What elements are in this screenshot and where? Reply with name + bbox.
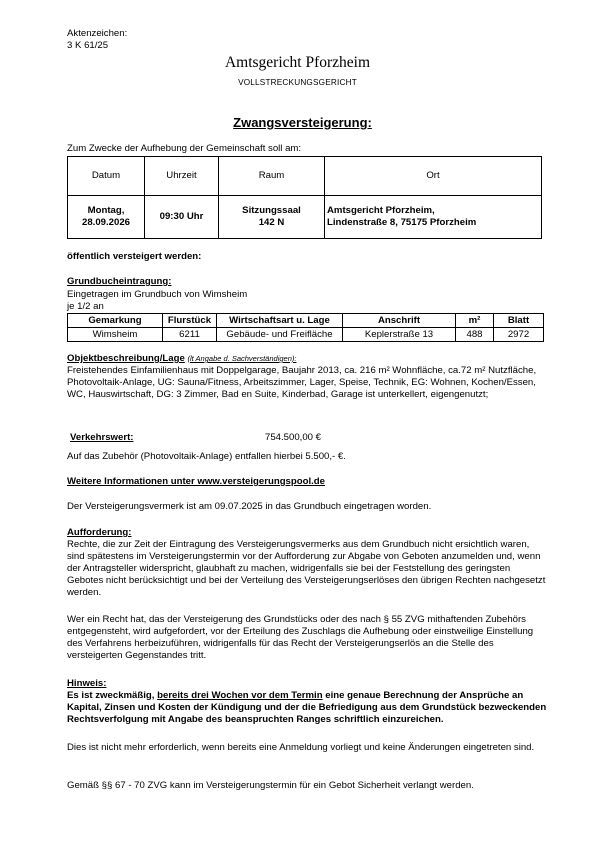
grundbuch-data-row (68, 328, 544, 342)
verkehrswert-value: 754.500,00 € (265, 432, 322, 443)
grundbuch-header-cell: Wirtschaftsart u. Lage (217, 314, 343, 328)
termin-ort-line: Amtsgericht Pforzheim, (327, 205, 435, 217)
court-subtitle: VOLLSTRECKUNGSGERICHT (238, 78, 357, 87)
grundbuch-cell: Wimsheim (68, 328, 163, 342)
grundbuch-table (67, 313, 544, 342)
termin-header-row (68, 157, 542, 196)
objekt-heading: Objektbeschreibung/Lage (67, 353, 185, 364)
termin-table (67, 156, 542, 239)
termin-value-row (68, 196, 542, 239)
grundbuch-line: Eingetragen im Grundbuch von Wimsheim (67, 289, 248, 300)
verkehrswert-label: Verkehrswert: (70, 432, 134, 443)
objekt-description: Freistehendes Einfamilienhaus mit Doppelgarage, Baujahr 2013, ca. 216 m² Wohnfläche, ca.72 m² Nutzfläche, Photovoltaik-Anlage, UG: Sauna/Fitness, Arbeitszimmer, Lager, Speise, Technik, EG: Wohnen, Kochen/Essen, WC, Hauswirtschaft, DG: 3 Zimmer, Bad en Suite, Kinderbad, Garage ist unterkellert, eigengenutzt; (67, 365, 537, 400)
hinweis-heading: Hinweis: (67, 678, 107, 689)
sicherheit-text: Gemäß §§ 67 - 70 ZVG kann im Versteigerungstermin für ein Gebot Sicherheit verlangt werden. (67, 780, 474, 791)
page-title: Zwangsversteigerung: (233, 115, 372, 130)
zubehoer-text: Auf das Zubehör (Photovoltaik-Anlage) entfallen hierbei 5.500,- €. (67, 451, 346, 462)
termin-raum-line: 142 N (258, 217, 285, 228)
hinweis-bold-paragraph (67, 690, 547, 726)
termin-uhrzeit-cell: 09:30 Uhr (145, 196, 219, 239)
termin-header-cell: Uhrzeit (145, 157, 219, 196)
objekt-heading-note: (lt Angabe d. Sachverständigen): (187, 354, 297, 363)
aktenzeichen-block (67, 28, 127, 52)
aufforderung-text: Rechte, die zur Zeit der Eintragung des Versteigerungsvermerks aus dem Grundbuch nicht ersichtlich waren, sind spätestens im Versteigerungstermin vor der Aufforderung zur Abgabe von Geboten anzumelden und, wenn der Antragsteller widerspricht, glaubhaft zu machen, widrigenfalls sie bei der Feststellung des geringsten Gebotes nicht berücksichtigt und bei der Verteilung des Versteigerungserlöses den übrigen Rechten nachgesetzt werden. (67, 539, 546, 598)
court-name: Amtsgericht Pforzheim (224, 54, 371, 71)
grundbuch-header-cell: Gemarkung (68, 314, 163, 328)
aufforderung-text-2: Wer ein Recht hat, das der Versteigerung des Grundstücks oder des nach § 55 ZVG mithaftenden Zubehörs entgegensteht, wird aufgefordert, vor der Erteilung des Zuschlags die Aufhebung oder einstweilige Einstellung des Verfahrens herbeizuführen, widrigenfalls für das Recht der Versteigerungserlös an die Stelle des versteigerten Gegenstandes tritt. (67, 614, 534, 661)
termin-ort-line: Lindenstraße 8, 75175 Pforzheim (327, 217, 477, 228)
aufforderung-heading: Aufforderung: (67, 527, 132, 538)
vermerk-text: Der Versteigerungsvermerk ist am 09.07.2025 in das Grundbuch eingetragen worden. (67, 501, 432, 512)
aktenzeichen-value: 3 K 61/25 (67, 40, 109, 51)
grundbuch-line: je 1/2 an (67, 301, 104, 312)
hinweis-bold-post: eine genaue Berechnung der Ansprüche an Kapital, Zinsen und Kosten der Kündigung und der die Befriedigung aus dem Grundstück bezweckenden Rechtsverfolgung mit Angabe des beanspruchten Ranges schriftlich einzureichen. (67, 690, 547, 725)
objekt-heading-line (67, 353, 296, 365)
termin-header-cell: Ort (325, 157, 542, 196)
aktenzeichen-label: Aktenzeichen: (67, 28, 128, 39)
hinweis-bold-pre: Es ist zweckmäßig, (67, 690, 158, 701)
grundbuch-cell: 2972 (494, 328, 544, 342)
intro-text: Zum Zwecke der Aufhebung der Gemeinschaft soll am: (67, 143, 302, 154)
termin-datum-line: Montag, (87, 205, 125, 217)
termin-datum-cell (68, 196, 145, 239)
termin-header-cell: Raum (219, 157, 325, 196)
grundbuch-cell: 488 (456, 328, 494, 342)
grundbuch-header-cell: m² (456, 314, 494, 328)
hinweis-text: Dies ist nicht mehr erforderlich, wenn bereits eine Anmeldung vorliegt und keine Änderungen eingetreten sind. (67, 742, 535, 753)
grundbuch-header-cell: Anschrift (343, 314, 456, 328)
grundbuch-header-cell: Blatt (494, 314, 544, 328)
termin-datum-line: 28.09.2026 (81, 217, 130, 228)
versteigert-text: öffentlich versteigert werden: (67, 251, 202, 262)
grundbuch-header-cell: Flurstück (163, 314, 217, 328)
grundbuch-header-row (68, 314, 544, 328)
grundbuch-cell: Keplerstraße 13 (343, 328, 456, 342)
termin-raum-line: Sitzungssaal (242, 205, 301, 217)
termin-ort-cell (325, 196, 542, 239)
termin-header-cell: Datum (68, 157, 145, 196)
grundbuch-cell: Gebäude- und Freifläche (217, 328, 343, 342)
hinweis-bold-emphasis: bereits drei Wochen vor dem Termin (157, 690, 323, 701)
termin-raum-cell (219, 196, 325, 239)
grundbuch-heading: Grundbucheintragung: (67, 276, 172, 287)
weitere-info-link[interactable]: Weitere Informationen unter www.versteigerungspool.de (67, 476, 326, 487)
grundbuch-cell: 6211 (163, 328, 217, 342)
